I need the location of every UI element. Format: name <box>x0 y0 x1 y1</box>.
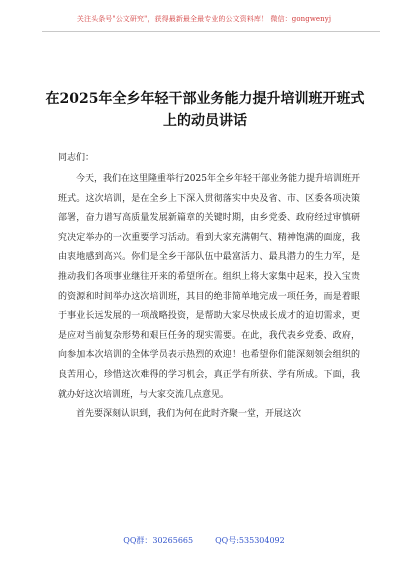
top-banner: 关注头条号"公文研究"，获得最新最全最专业的公文资料库！ 微信：gongwenyj <box>76 15 332 23</box>
header-divider <box>42 31 380 32</box>
document-body <box>58 170 360 425</box>
footer-contact <box>0 535 408 546</box>
qq-number-link[interactable]: QQ号:535304092 <box>215 536 285 545</box>
qq-group-link[interactable]: QQ群：30265665 <box>123 536 194 545</box>
salutation: 同志们： <box>58 153 95 163</box>
document-title: 在2025年全乡年轻干部业务能力提升培训班开班式上的动员讲话 <box>45 91 365 129</box>
paragraph: 首先要深刻认识到，我们为何在此时齐聚一堂，开展这次 <box>76 409 302 420</box>
paragraph: 今天，我们在这里隆重举行2025年全乡年轻干部业务能力提升培训班开班式。这次培训，是在全乡上下深入贯彻落实中央及省、市、区委各项决策部署，奋力谱写高质量发展新篇章的关键时期，由乡党委、政府经过审慎研究决定举办的一次重要学习活动。看到大家充满朝气、精神饱满的面庞，我由衷地感到高兴。你们是全乡干部队伍中最富活力、最具潜力的生力军，是推动我们各项事业继往开来的希望所在。组织上将大家集中起来，投入宝贵的资源和时间举办这次培训班，其目的绝非简单地完成一项任务，而是着眼于事业长远发展的一项战略投资，是帮助大家尽快成长成才的迫切需求，更是应对当前复杂形势和艰巨任务的现实需要。在此，我代表乡党委、政府，向参加本次培训的全体学员表示热烈的欢迎！也希望你们能深刻领会组织的良苦用心，珍惜这次难得的学习机会，真正学有所获、学有所成。下面，我就办好这次培训班，与大家交流几点意见。 <box>58 174 360 400</box>
